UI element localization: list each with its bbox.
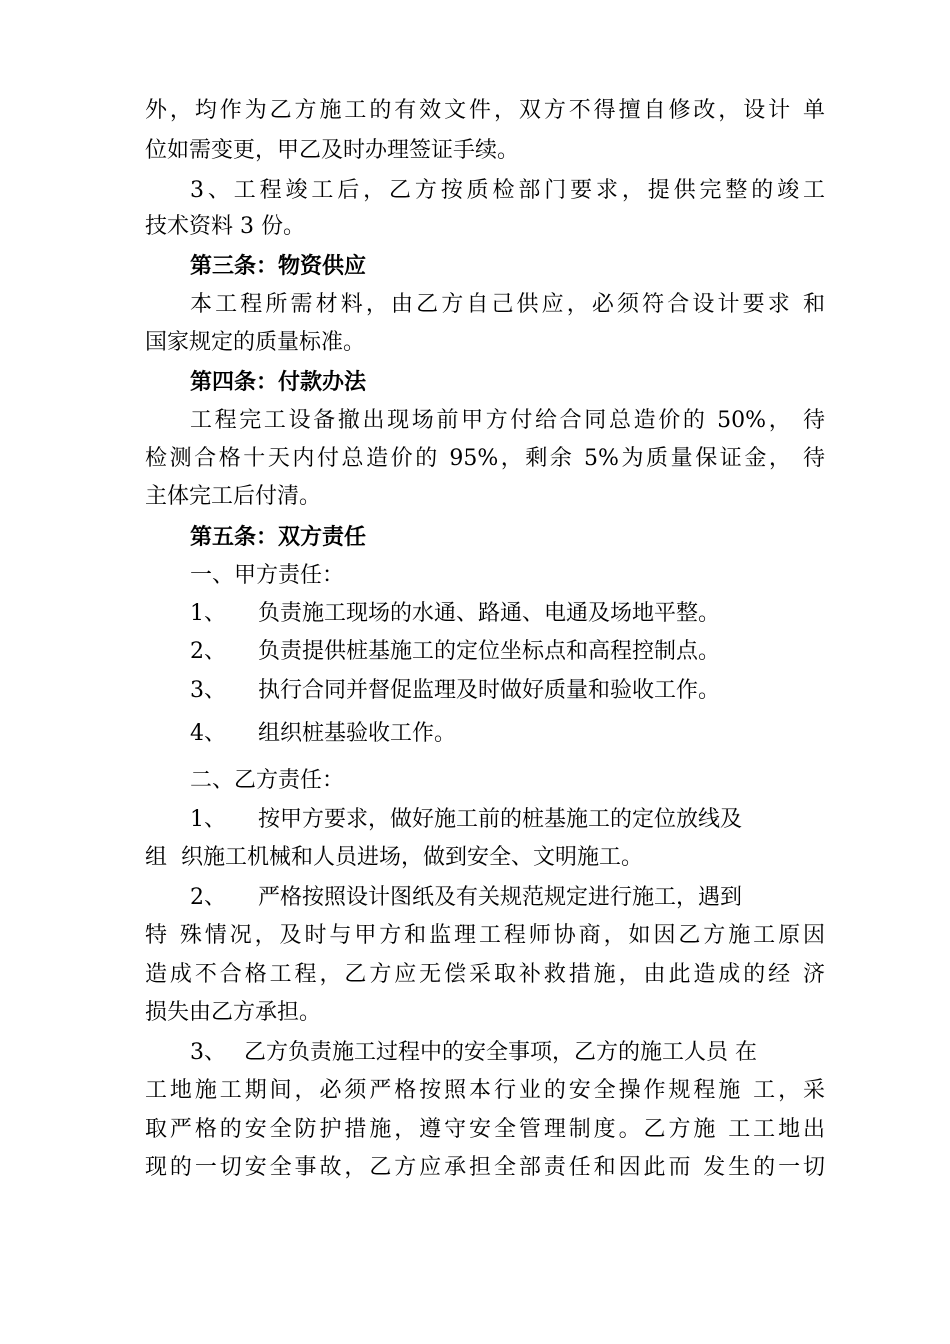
paragraph-line: 取严格的安全防护措施，遵守安全管理制度。乙方施 工工地出 [145, 1117, 825, 1142]
list-item-text: 按甲方要求，做好施工前的桩基施工的定位放线及 [258, 807, 743, 832]
section-heading: 第三条：物资供应 [190, 253, 367, 279]
list-item-continuation: 组 [145, 845, 168, 870]
list-item [190, 599, 825, 629]
list-item-number: 1、 [190, 807, 226, 832]
subsection-heading: 二、乙方责任： [190, 768, 345, 793]
subsection-heading: 一、甲方责任： [190, 563, 345, 588]
list-item-number: 4、 [190, 721, 226, 746]
paragraph-line: 工地施工期间，必须严格按照本行业的安全操作规程施 工，采 [145, 1078, 825, 1103]
list-item-number: 3、 [190, 1040, 226, 1065]
paragraph-line [145, 843, 825, 873]
list-item-number: 2、 [190, 885, 226, 910]
list-item-text: 负责施工现场的水通、路通、电通及场地平整。 [258, 601, 721, 626]
paragraph-line: 特 殊情况，及时与甲方和监理工程师协商，如因乙方施工原因 [145, 923, 825, 948]
list-item-number: 2、 [190, 639, 226, 664]
list-item [190, 805, 825, 835]
paragraph-line: 本工程所需材料，由乙方自己供应，必须符合设计要求 和 [190, 292, 825, 317]
list-item-text: 组织桩基验收工作。 [258, 721, 457, 746]
paragraph-line: 外，均作为乙方施工的有效文件，双方不得擅自修改，设计 单 [145, 98, 825, 123]
list-item-text: 严格按照设计图纸及有关规范规定进行施工，遇到 [258, 885, 743, 910]
paragraph-line: 位如需变更，甲乙及时办理签证手续。 [145, 138, 520, 163]
section-heading: 第五条：双方责任 [190, 524, 367, 550]
list-item [190, 1038, 825, 1068]
paragraph-line: 损失由乙方承担。 [145, 1000, 322, 1025]
paragraph-line: 3、工程竣工后，乙方按质检部门要求，提供完整的竣工 [190, 178, 825, 203]
paragraph-line: 主体完工后付清。 [145, 484, 322, 509]
paragraph-line: 技术资料 3 份。 [145, 214, 305, 239]
list-item-number: 1、 [190, 601, 226, 626]
list-item [190, 676, 825, 706]
paragraph-line: 造成不合格工程，乙方应无偿采取补救措施，由此造成的经 济 [145, 962, 825, 987]
list-item [190, 719, 825, 749]
paragraph-line: 工程完工设备撤出现场前甲方付给合同总造价的 50%， 待 [190, 408, 825, 433]
section-heading: 第四条：付款办法 [190, 369, 367, 395]
list-item-text: 负责提供桩基施工的定位坐标点和高程控制点。 [258, 639, 721, 664]
paragraph-line: 现的一切安全事故，乙方应承担全部责任和因此而 发生的一切 [145, 1155, 825, 1180]
list-item-text: 乙方负责施工过程中的安全事项，乙方的施工人员 在 [244, 1040, 757, 1065]
list-item-text: 执行合同并督促监理及时做好质量和验收工作。 [258, 678, 721, 703]
list-item-number: 3、 [190, 678, 226, 703]
list-item [190, 883, 825, 913]
list-item-text: 织施工机械和人员进场，做到安全、文明施工。 [181, 845, 644, 870]
paragraph-line: 国家规定的质量标准。 [145, 330, 366, 355]
list-item [190, 637, 825, 667]
paragraph-line: 检测合格十天内付总造价的 95%，剩余 5%为质量保证金， 待 [145, 446, 825, 471]
